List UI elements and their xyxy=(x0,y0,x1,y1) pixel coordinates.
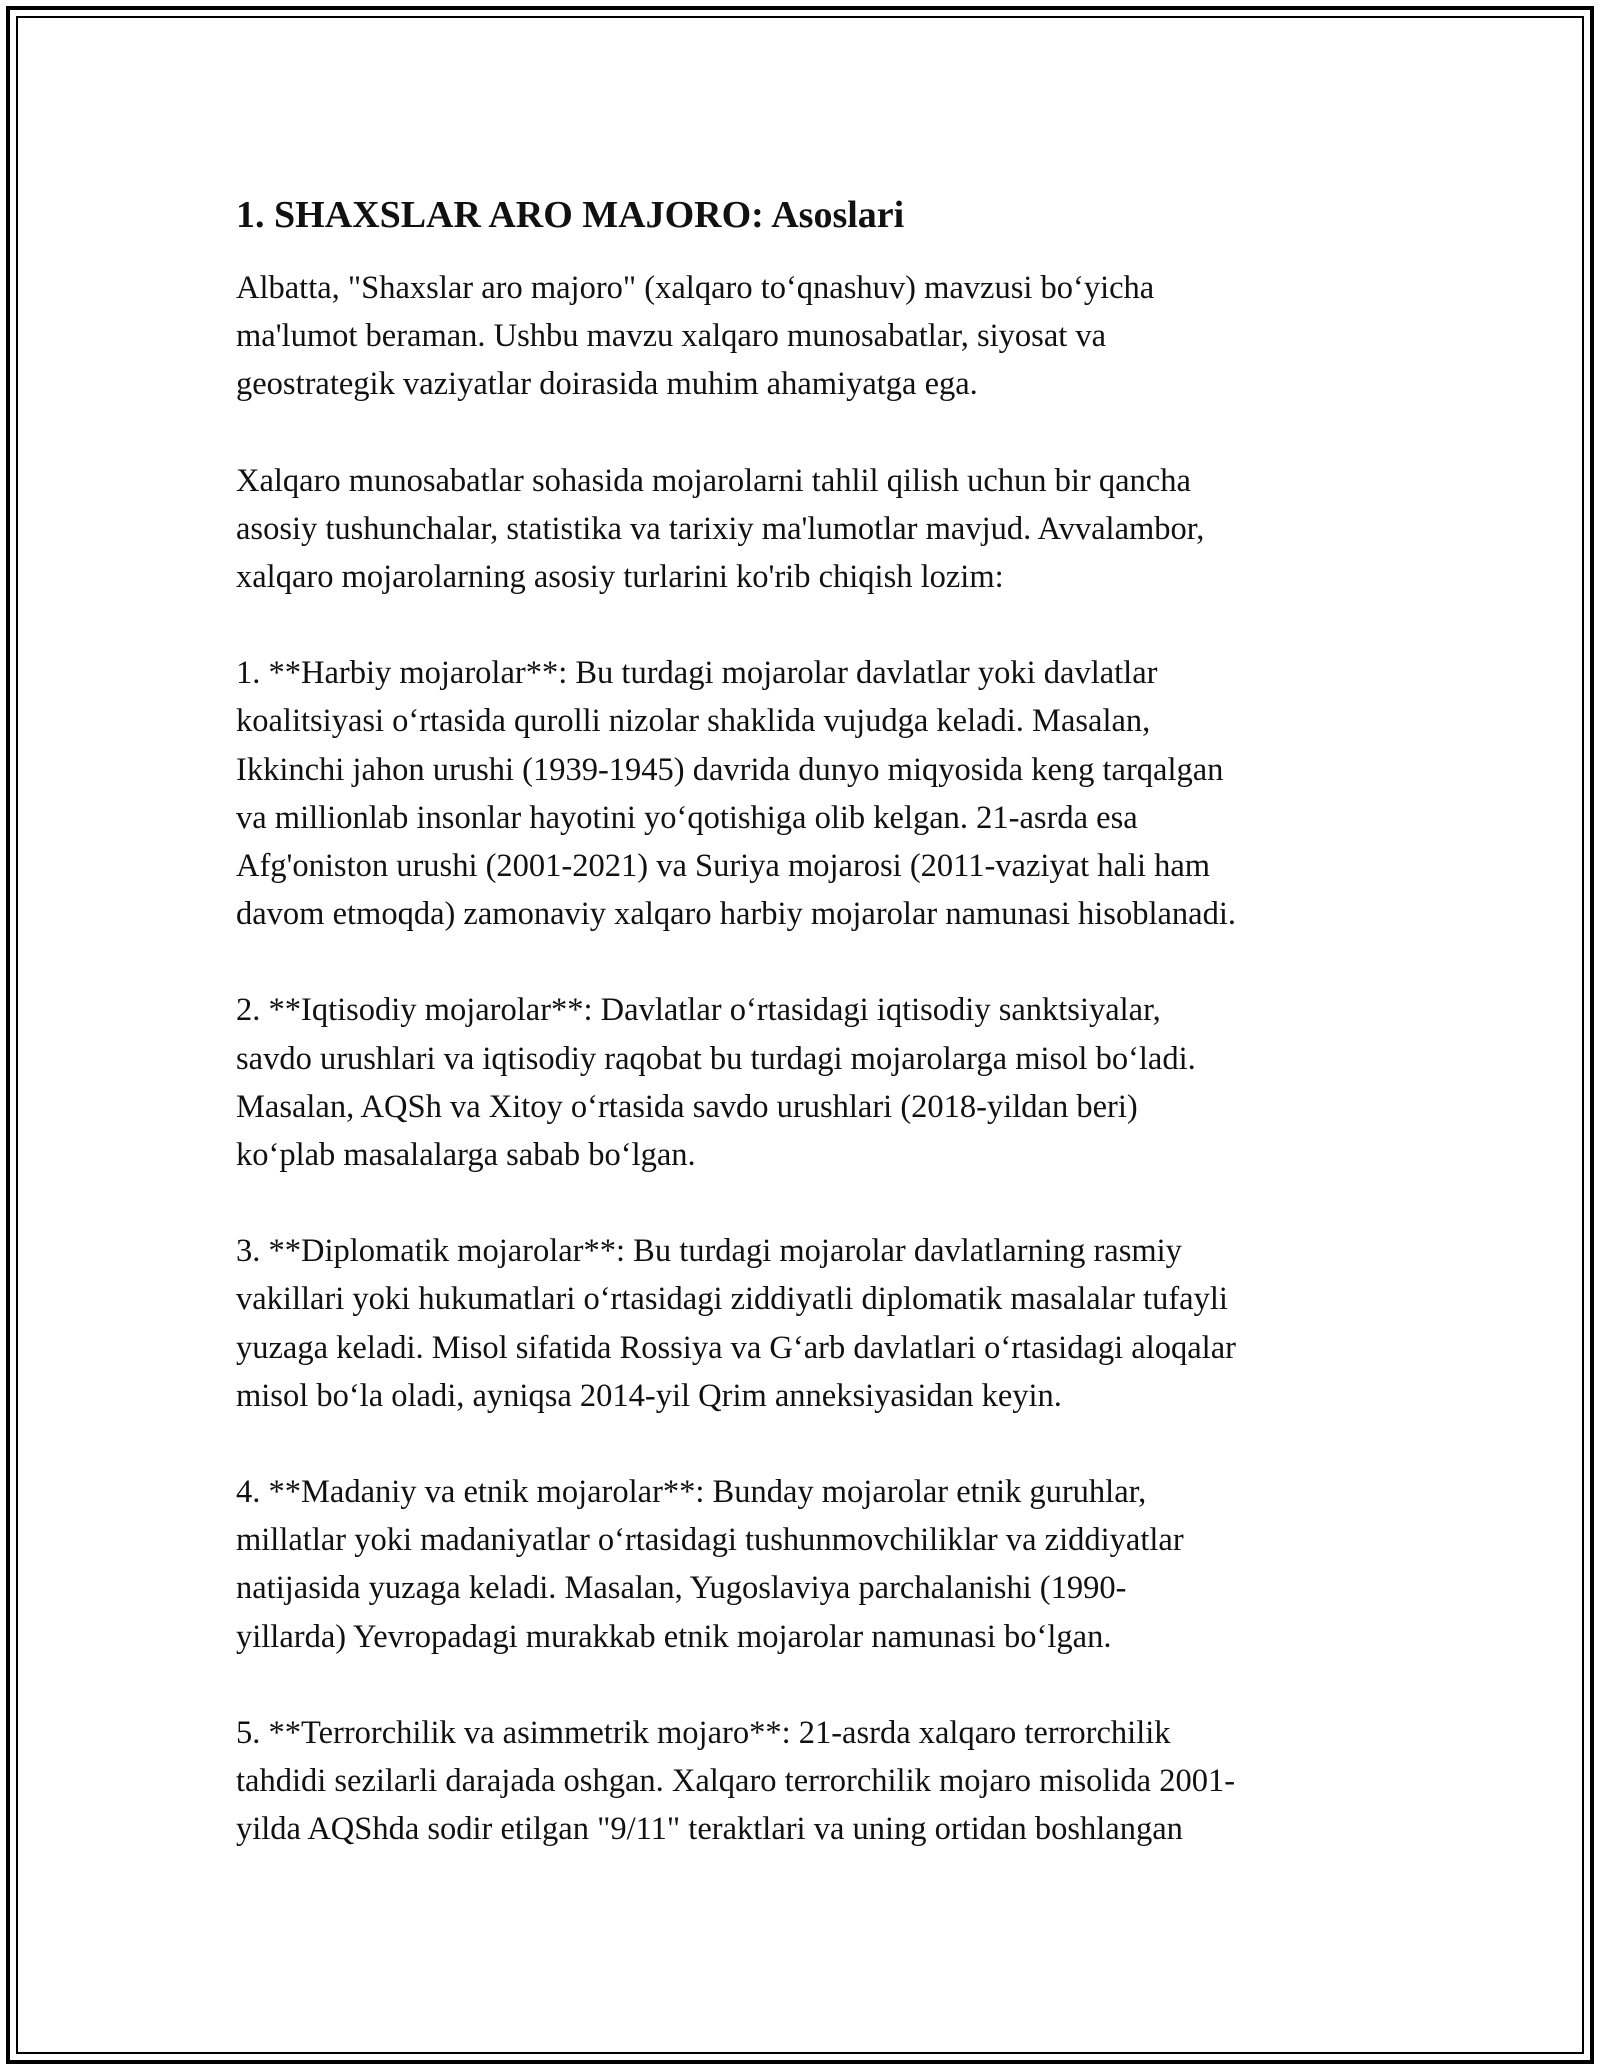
document-body xyxy=(236,188,1386,1901)
paragraph-terrorism-conflicts: 5. **Terrorchilik va asimmetrik mojaro**: 21-asrda xalqaro terrorchilik tahdidi sezilarli darajada oshgan. Xalqaro terrorchilik mojaro misolida 2001- yilda AQShda sodir etilgan "9/11" teraktlari va uning ortidan boshlangan xyxy=(236,1714,1236,1848)
paragraph-economic-conflicts: 2. **Iqtisodiy mojarolar**: Davlatlar o‘rtasidagi iqtisodiy sanktsiyalar, savdo urushlari va iqtisodiy raqobat bu turdagi mojarolarga misol bo‘ladi. Masalan, AQSh va Xitoy o‘rtasida savdo urushlari (2018-yildan beri) ko‘plab masalalarga sabab bo‘lgan. xyxy=(236,992,1196,1174)
paragraph-intro: Albatta, "Shaxslar aro majoro" (xalqaro to‘qnashuv) mavzusi bo‘yicha ma'lumot beraman. Ushbu mavzu xalqaro munosabatlar, siyosat va geostrategik vaziyatlar doirasida muhim ahamiyatga ega. xyxy=(236,270,1155,403)
paragraph-military-conflicts: 1. **Harbiy mojarolar**: Bu turdagi mojarolar davlatlar yoki davlatlar koalitsiyasi o‘rtasida qurolli nizolar shaklida vujudga keladi. Masalan, Ikkinchi jahon urushi (1939-1945) davrida dunyo miqyosida keng tarqalgan va millionlab insonlar hayotini yo‘qotishiga olib kelgan. 21-asrda esa Afg'oniston urushi (2001-2021) va Suriya mojarosi (2011-vaziyat hali ham davom etmoqda) zamonaviy xalqaro harbiy mojarolar namunasi hisoblanadi. xyxy=(236,655,1236,933)
document-title: 1. SHAXSLAR ARO MAJORO: Asoslari xyxy=(236,194,905,236)
paragraph-cultural-ethnic-conflicts: 4. **Madaniy va etnik mojarolar**: Bunday mojarolar etnik guruhlar, millatlar yoki madaniyatlar o‘rtasidagi tushunmovchiliklar va ziddiyatlar natijasida yuzaga keladi. Masalan, Yugoslaviya parchalanishi (1990- yillarda) Yevropadagi murakkab etnik mojarolar namunasi bo‘lgan. xyxy=(236,1474,1184,1655)
paragraph-overview: Xalqaro munosabatlar sohasida mojarolarni tahlil qilish uchun bir qancha asosiy tushunchalar, statistika va tarixiy ma'lumotlar mavjud. Avvalambor, xalqaro mojarolarning asosiy turlarini ko'rib chiqish lozim: xyxy=(236,462,1205,596)
paragraph-diplomatic-conflicts: 3. **Diplomatik mojarolar**: Bu turdagi mojarolar davlatlarning rasmiy vakillari yoki hukumatlari o‘rtasidagi ziddiyatli diplomatik masalalar tufayli yuzaga keladi. Misol sifatida Rossiya va G‘arb davlatlari o‘rtasidagi aloqalar misol bo‘la oladi, ayniqsa 2014-yil Qrim anneksiyasidan keyin. xyxy=(236,1233,1236,1414)
